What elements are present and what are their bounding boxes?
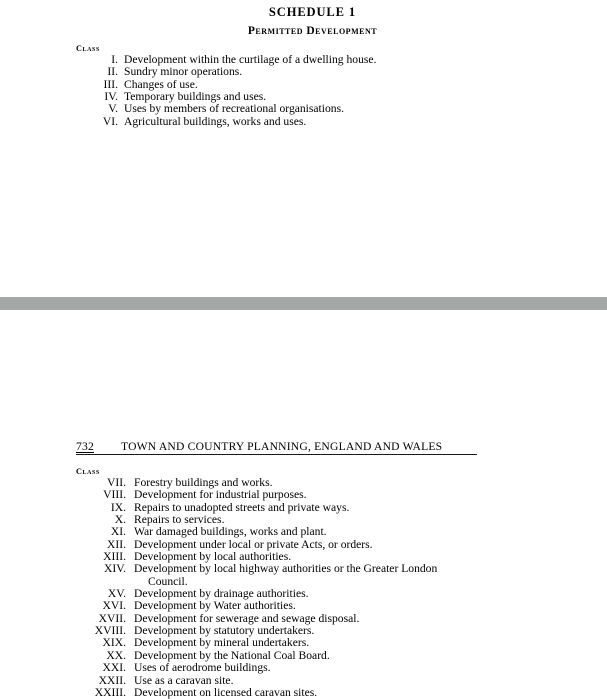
page-number: 732	[76, 440, 94, 453]
list-item	[0, 489, 607, 501]
list-item	[0, 650, 607, 662]
list-item	[0, 54, 607, 66]
class-entry-text: Development by the National Coal Board.	[134, 648, 330, 662]
class-numeral: XX.	[106, 648, 126, 662]
class-entry-text: Development on licensed caravan sites.	[134, 685, 318, 699]
list-item	[0, 66, 607, 78]
class-entry-text: Repairs to unadopted streets and private ways.	[134, 500, 350, 514]
class-entry-text: Repairs to services.	[134, 513, 225, 527]
schedule-title: SCHEDULE 1	[268, 5, 357, 19]
class-numeral: XVI.	[102, 599, 126, 613]
list-item	[0, 502, 607, 514]
class-column-label: Class	[76, 44, 100, 53]
schedule-subtitle: Permitted Development	[247, 25, 378, 37]
class-entry-text: Sundry minor operations.	[124, 65, 243, 79]
class-numeral: XVIII.	[94, 624, 126, 638]
class-numeral: IV.	[104, 90, 118, 104]
class-entry-text: Changes of use.	[124, 77, 198, 91]
class-entry-text: Agricultural buildings, works and uses.	[124, 114, 307, 128]
class-numeral: XV.	[107, 587, 126, 601]
class-entry-text: Uses by members of recreational organisations.	[124, 102, 345, 116]
list-item	[0, 563, 607, 588]
page-separator-band	[0, 297, 607, 310]
list-item	[0, 539, 607, 551]
class-entry-text	[134, 563, 479, 588]
list-item	[0, 79, 607, 91]
list-item	[0, 675, 607, 687]
class-entry-line-1: Development by local highway authorities or the Greater London	[134, 562, 438, 576]
continued-page-section	[0, 440, 607, 699]
class-numeral: III.	[103, 77, 118, 91]
class-entry-text: Use as a caravan site.	[134, 673, 234, 687]
continued-class-list	[0, 477, 607, 699]
class-numeral: I.	[111, 53, 118, 66]
class-numeral: V.	[108, 102, 118, 116]
class-entry-text: Development for industrial purposes.	[134, 488, 307, 502]
class-entry-continuation: Council.	[148, 574, 188, 588]
list-item	[0, 687, 607, 699]
class-column-label-continued: Class	[76, 467, 100, 476]
class-numeral: VII.	[107, 476, 126, 489]
class-numeral: VIII.	[103, 488, 126, 502]
class-numeral: XIII.	[103, 550, 126, 564]
class-entry-text: Forestry buildings and works.	[134, 476, 273, 489]
class-numeral: XIV.	[103, 562, 126, 576]
list-item	[0, 588, 607, 600]
class-entry-text: Development by statutory undertakers.	[134, 624, 315, 638]
list-item	[0, 637, 607, 649]
class-numeral: XIX.	[102, 636, 126, 650]
list-item	[0, 116, 607, 128]
schedule-class-list	[0, 54, 607, 128]
list-item	[0, 662, 607, 674]
class-entry-text: Development by drainage authorities.	[134, 587, 309, 601]
class-numeral: XI.	[110, 525, 126, 539]
class-entry-text: Development by local authorities.	[134, 550, 292, 564]
list-item	[0, 600, 607, 612]
class-entry-text: Development under local or private Acts, or orders.	[134, 537, 373, 551]
page-running-head	[76, 440, 477, 455]
class-entry-text: Development by mineral undertakers.	[134, 636, 310, 650]
class-numeral: XXII.	[98, 673, 126, 687]
schedule-section	[0, 0, 607, 128]
class-numeral: XXIII.	[94, 685, 126, 699]
class-entry-text: Uses of aerodrome buildings.	[134, 661, 271, 675]
class-numeral: XII.	[107, 537, 126, 551]
class-entry-text: Development within the curtilage of a dwelling house.	[124, 53, 377, 66]
list-item	[0, 103, 607, 115]
running-title: TOWN AND COUNTRY PLANNING, ENGLAND AND WALES	[121, 440, 443, 453]
class-entry-text: Development for sewerage and sewage disposal.	[134, 611, 360, 625]
class-numeral: X.	[114, 513, 126, 527]
class-numeral: XXI.	[102, 661, 126, 675]
class-numeral: XVII.	[98, 611, 126, 625]
class-numeral: VI.	[102, 114, 118, 128]
list-item	[0, 526, 607, 538]
class-entry-text: Temporary buildings and uses.	[124, 90, 267, 104]
class-entry-text: War damaged buildings, works and plant.	[134, 525, 327, 539]
class-numeral: II.	[107, 65, 118, 79]
class-numeral: IX.	[110, 500, 126, 514]
class-entry-text: Development by Water authorities.	[134, 599, 296, 613]
